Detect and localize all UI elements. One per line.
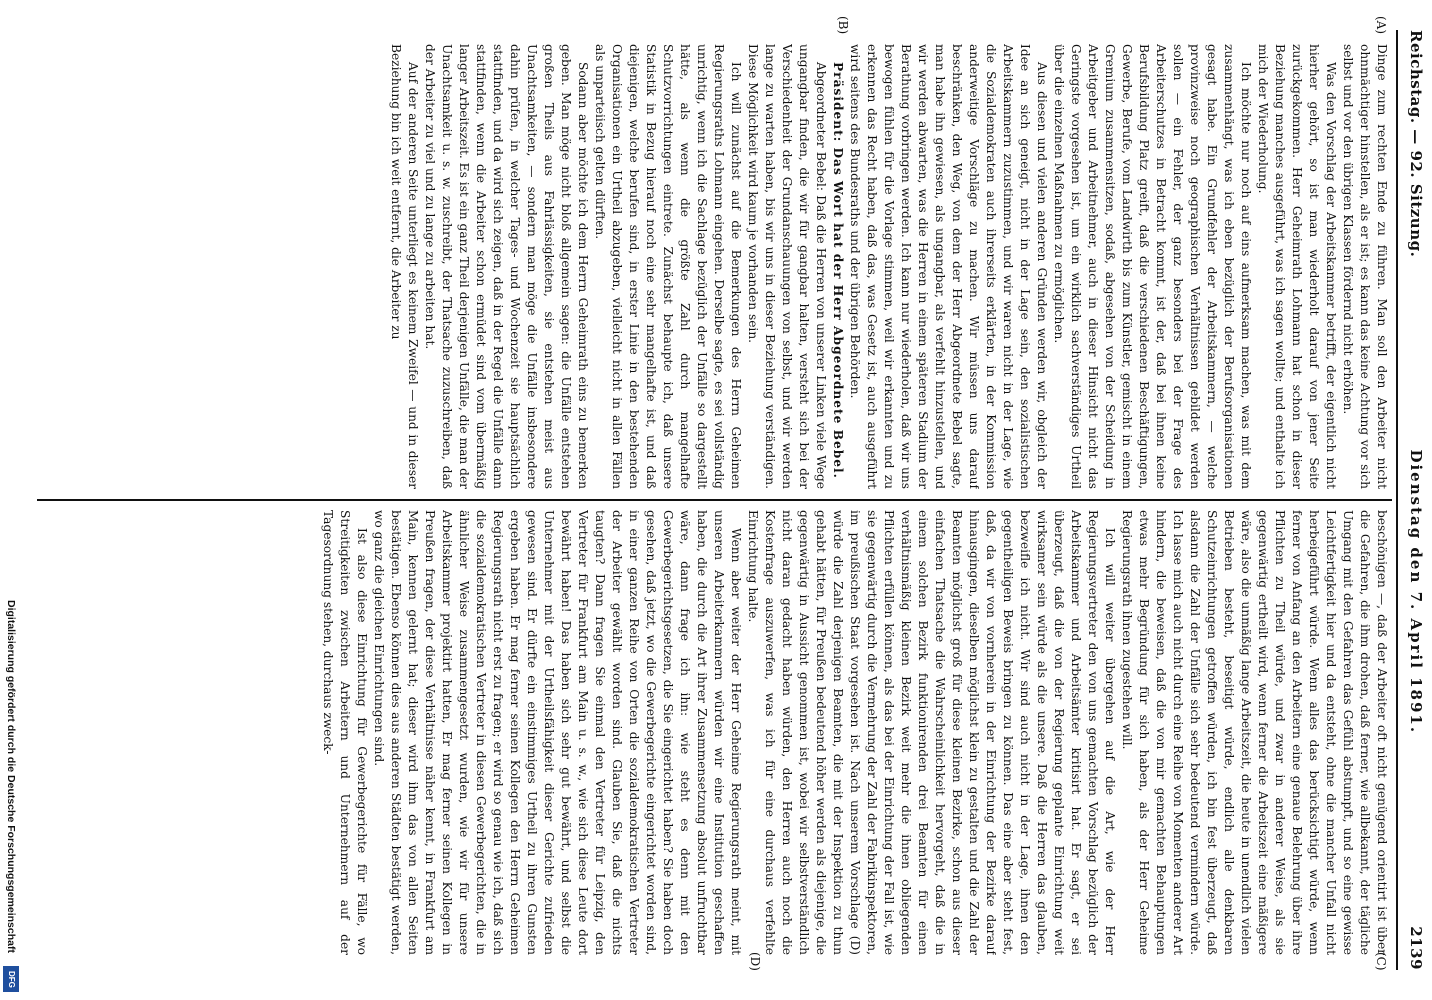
left-column bbox=[38, 44, 1390, 489]
left-paragraph-7: Ich will zunächst auf die Bemerkungen des Herrn Geheimen Regierungsraths Lohmann eingehen. Derselbe sagte, es sei vollständig unrichtig, wenn ich die Sachlage bezüglich der Unfälle so dargestellt hätte, als wenn die größte Zahl durch mangelhafte Schutzvorrichtungen eintrete. Zunächst behaupte ich, daß unsere Statistik in Bezug hierauf noch eine sehr mangelhafte ist, und daß diejenigen, welche berufen sind, in erster Linie in den bestehenden Organisationen ein Urtheil abzugeben, vielleicht nicht in allen Fällen als unparteiisch gelten dürften. bbox=[593, 44, 743, 489]
digitization-credit-text: Digitalisierung gefördert durch die Deutsche Forschungsgemeinschaft bbox=[5, 600, 17, 953]
margin-mark-d: (D) bbox=[748, 952, 762, 971]
header-left: Reichstag. — 92. Sitzung. bbox=[1407, 30, 1425, 258]
left-paragraph-9: Auf der anderen Seite unterliegt es keinem Zweifel — und in dieser Beziehung bin ich weit entfernt, die Arbeiter zu bbox=[389, 44, 420, 489]
left-paragraph-3: Ich möchte nur noch auf eins aufmerksam machen, was mit dem zusammenhängt, was ich eben bezüglich der Berufsorganisationen gesagt habe. Ein Grundfehler der Arbeitskammern, — welche provinzweise noch geographischen Verhältnissen gebildet werden sollen — ein Fehler, der ganz besonders bei der Frage des Arbeiterschutzes in Betracht kommt, ist der, daß bei ihnen keine Berufsbildung Platz greift, daß die verschiedenen Beschäftigungen, Gewerbe, Berufe, vom Landwirth bis zum Künstler, gemischt in einem Gremium zusammensitzen, sodaß, abgesehen von der Scheidung in Arbeitgeber und Arbeitnehmer, auch in dieser Hinsicht nicht das Geringste vorgesehen ist, um ein wirklich sachverständiges Urtheil über die einzelnen Maßnahmen zu ermöglichen. bbox=[1052, 44, 1253, 489]
left-paragraph-8: Sodann aber möchte ich dem Herrn Geheimrath eins zu bemerken geben. Man möge nicht bloß allgemein sagen: die Unfälle entstehen großen Theils aus Fahrlässigkeiten, sie entstehen meist aus Unachtsamkeiten, — sondern man möge die Unfälle insbesondere dahin prüfen, in welcher Tages- und Wochenzeit sie hauptsächlich stattfinden, und da wird sich zeigen, daß in der Regel die Unfälle dann stattfinden, wenn die Arbeiter schon ermüdet sind vom übermäßig langer Arbeitszeit. Es ist ein ganz Theil derjenigen Unfälle, die man der Unachtsamkeit u. s. w. zuschreibt, der Thatsache zuzuschreiben, daß der Arbeiter zu viel und zu lange zu arbeiten hat. bbox=[423, 44, 590, 489]
right-paragraph-2: Ich will weiter übergehen auf die Art, wie der Herr Regierungsvertreter den von uns gemachten Vorschlag bezüglich der Arbeitskammer und Arbeitsämter kritisirt hat. Er sagt, er sei überzeugt, daß die von der Regierung geplante Einrichtung weit wirksamer sein würde als die unsere. Daß die Herren das glauben, bezweifle ich nicht. Wir sind auch nicht in der Lage, ihnen den gegentheiligen Beweis bringen zu können. Das eine aber steht fest, daß, da wir von vornherein in der Einrichtung der Bezirke darauf hinausgingen, dieselben möglichst klein zu gestalten und die Zahl der Beamten möglichst groß für diese kleinen Bezirke, schon aus dieser einfachen Thatsache die Wahrscheinlichkeit hervorgeht, daß die in einem solchen Bezirk funktionirenden drei Beamten für einen verhältnismäßig kleinen Bezirk weit mehr die ihnen obliegenden Pflichten erfüllen können, als das bei der Einrichtung der Fall ist, wie sie gegenwärtig durch die Vermehrung der Zahl der Fabrikinspektoren, im preußischen Staat vorgesehen ist. Nach unserem Vorschlage (D) würde die Zahl derjenigen Beamten, die mit der Inspektion zu thun gehabt hätten, für Preußen bedeutend höher werden als diejenige, die gegenwärtig in Aussicht genommen ist, wobei wir selbstverständlich nicht daran gedacht haben würden, den Herren auch noch die Kostenfrage auszuwerfen, was ich für eine durchaus verfehlte Einrichtung halte. bbox=[746, 510, 1117, 955]
header-rule bbox=[1396, 30, 1398, 970]
dfg-logo bbox=[3, 966, 19, 992]
left-paragraph-1: Dinge zum rechten Ende zu führen. Man soll den Arbeiter nicht ohnmächtiger hinstellen, als er ist; es kann das keine Achtung vor sich selbst und vor den übrigen Klassen fördernd nicht erhöhen. bbox=[1341, 44, 1389, 489]
right-column bbox=[38, 510, 1390, 955]
dfg-logo-text: DFG bbox=[7, 970, 16, 988]
left-paragraph-2: Was den Vorschlag der Arbeitskammer betrifft, der eigentlich nicht hierher gehört, so ist man wiederholt darauf von jener Seite zurückgekommen. Herr Geheimrath Lohmann hat schon in dieser Beziehung manches ausgeführt, was ich sagen wollte; und enthalte ich mich der Wiederholung. bbox=[1256, 44, 1338, 489]
margin-mark-b: (B) bbox=[836, 16, 850, 35]
right-paragraph-3: Wenn aber weiter der Herr Geheime Regierungsrath meint, mit unseren Arbeiterkammern würden wir eine Institution geschaffen haben, die durch die Art ihrer Zusammensetzung absolut unfruchtbar wäre, dann frage ich ihn: wie steht es denn mit den Gewerbegerichtsgesetzen, die Sie eingerichtet haben? Sie haben doch gesehen, daß jetzt, wo die Gewerbegerichte eingerichtet worden sind, in einer ganzen Reihe von Orten die sozialdemokratischen Vertreter der Arbeiter gewählt worden sind. Glauben Sie, daß die nichts taugten? Dann fragen Sie einmal den Vertreter für Leipzig, den Vertreter für Frankfurt am Main u. s. w., wie sich diese Leute dort bewährt haben! Das haben sich sehr gut bewährt, und selbst die Unternehmer mit der Urtheilsfähigkeit dieser Gerichte zufrieden gewesen sind. Er dürfte ein einstimmiges Urtheil zu ihren Gunsten ergeben haben. Er mag ferner seinen Kollegen den Herrn Geheimen Regierungsrath nicht erst zu fragen; er wird so genau wie ich, daß sich die sozialdemokratischen Vertreter in diesen Gewerbegerichten, die in ähnlicher Weise zusammengesetzt wurden, wie wir für unsere Arbeitskammer projektirt hatten, Er mag ferner seinen Kollegen in Preußen fragen, der diese Verhältnisse näher kennt, in Frankfurt am Main, kennen gelernt hat; dieser wird ihm das von allen Seiten bestätigen. Ebenso können dies aus anderen Städten bestätigt werden, wo ganz die gleichen Einrichtungen sind. bbox=[372, 510, 743, 955]
margin-mark-a: (A) bbox=[1374, 16, 1388, 35]
right-paragraph-4: Ist also diese Einrichtung für Gewerbegerichte für Fälle, wo Streitigkeiten zwischen Arbeitern und Unternehmern auf der Tagesordnung stehen, durchaus zweck- bbox=[321, 510, 369, 955]
page-number: 2139 bbox=[1407, 926, 1425, 970]
digitization-credit bbox=[0, 600, 22, 1000]
column-divider bbox=[37, 499, 1392, 501]
page-header bbox=[1401, 30, 1431, 970]
left-paragraph-6: Abgeordneter Bebel: Daß die Herren von unserer Linken viele Wege ungangbar finden, die wir für gangbar halten, versteht sich bei der Verschiedenheit der Grundanschauungen von selbst, und wir werden lange zu warten haben, bis wir uns in dieser Beziehung verständigen. Diese Möglichkeit wird kaum je vorhanden sein. bbox=[746, 44, 828, 489]
president-line: Präsident: Das Wort hat der Herr Abgeordnete Bebel. bbox=[831, 62, 845, 479]
left-paragraph-4: Aus diesen und vielen anderen Gründen werden wir, obgleich der Idee an sich geneigt, nicht in der Lage sein, den sozialistischen Arbeitskammern zuzustimmen, und wir waren nicht in der Lage, wie die Sozialdemokraten auch ihrerseits erklärten, in der Kommission anderweitige Vorschläge zu machen. Wir müssen uns darauf beschränken, den Weg, von dem der Herr Abgeordnete Bebel sagte, man habe ihn gewiesen, als ungangbar, als verfehlt hinzustellen, und wir werden abwarten, was die Herren in einem späteren Stadium der Berathung vorbringen werden. Ich kann nur wiederholen, daß wir uns bewogen fühlen für die Vorlage stimmen, weil wir erkannten und zu erkennen das Recht haben, daß das, was Gesetz ist, auch ausgeführt wird seitens des Bundesraths und der übrigen Behörden. bbox=[848, 44, 1049, 489]
header-center: Dienstag den 7. April 1891. bbox=[1407, 449, 1425, 735]
right-paragraph-1: beschönigen —, daß der Arbeiter oft nicht genügend orientirt ist über die Gefahren, die ihm drohen, daß ferner, wie allbekannt, der tägliche Umgang mit den Gefahren das Gefühl abstumpft, und so eine gewisse Leichtfertigkeit hier und da entsteht, ohne die mancher Unfall nicht herbeigeführt würde. Wenn alles das berücksichtigt würde, wenn ferner von Anfang an den Arbeitern eine genaue Belehrung über ihre Pflichten zu Theil würde, und zwar in anderer Weise, als sie gegenwärtig ertheilt wird, wenn ferner die Arbeitszeit eine mäßigere wäre, also die unmäßig lange Arbeitszeit, die heute in unendlich vielen Betrieben besteht, beseitigt würde, endlich alle denkbaren Schutzeinrichtungen getroffen würden, ich bin fest überzeugt, daß alsdann die Zahl der Unfälle sich sehr bedeutend vermindern würde. Ich lasse mich auch nicht durch eine Reihe von Momenten anderer Art hindern, die beweisen, daß die von mir gemachten Behauptungen etwas mehr Begründung für sich haben, als der Herr Geheime Regierungsrath ihnen zugestehen will. bbox=[1120, 510, 1389, 955]
margin-mark-c: (C) bbox=[1374, 952, 1388, 971]
